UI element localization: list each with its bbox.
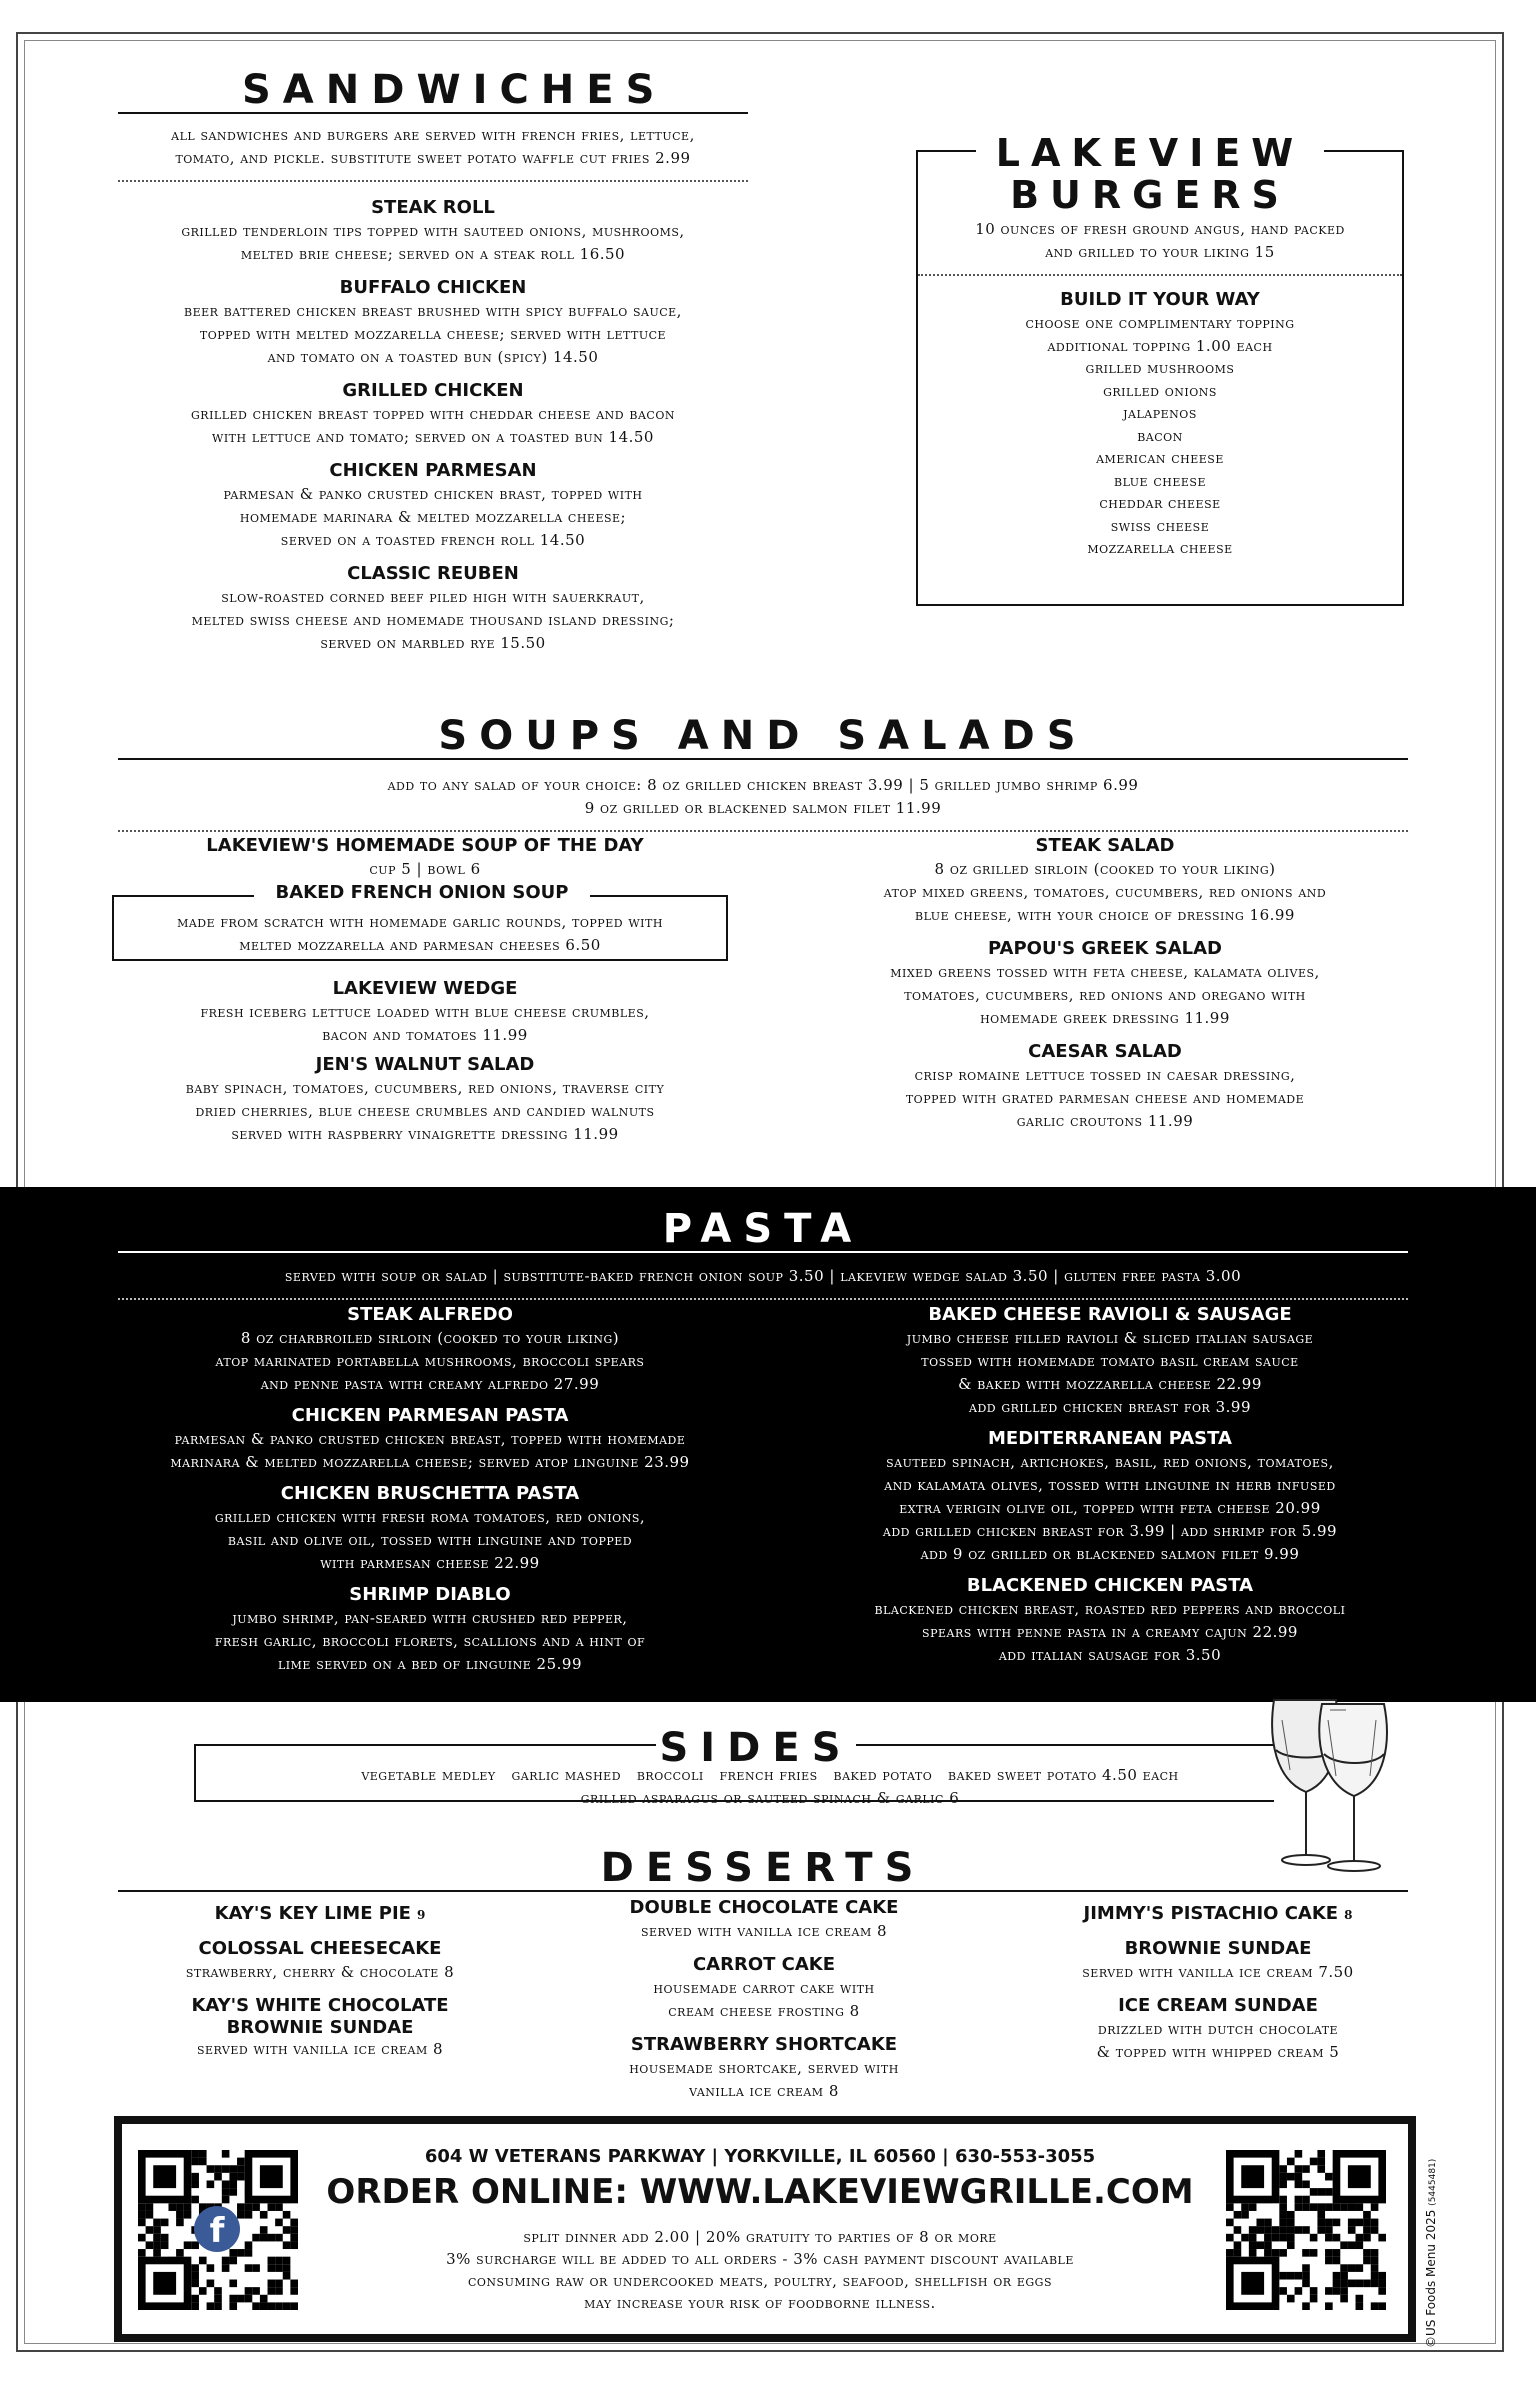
sides-title: SIDES: [659, 1725, 853, 1771]
item-desc: slow-roasted corned beef piled high with sauerkraut,: [221, 588, 645, 606]
burger-topping: bacon: [1137, 426, 1183, 445]
pasta-section: [0, 1187, 1536, 1702]
item-desc: parmesan & panko crusted chicken breast, topped with homemade: [174, 1430, 686, 1448]
item-desc: basil and olive oil, tossed with linguine and topped: [227, 1531, 633, 1549]
item-desc: melted brie cheese; served on a steak roll 16.50: [240, 245, 626, 263]
item-desc: tossed with homemade tomato basil cream sauce: [921, 1352, 1299, 1370]
dessert-name: [120, 1937, 520, 1961]
item-desc: lime served on a bed of linguine 25.99: [277, 1655, 582, 1673]
sandwiches-list: [118, 196, 748, 655]
item-desc: cup 5 | bowl 6: [369, 860, 481, 878]
item-desc: melted mozzarella and parmesan cheeses 6.50: [239, 936, 601, 954]
sides-title-wrap: [656, 1725, 856, 1771]
dessert-name-text: KAY'S WHITE CHOCOLATE: [191, 1995, 449, 2016]
item-desc: and penne pasta with creamy alfredo 27.99: [260, 1375, 600, 1393]
sides-line-2: grilled asparagus or sauteed spinach & garlic 6: [580, 1789, 960, 1807]
item-desc: extra verigin olive oil, topped with feta cheese 20.99: [899, 1499, 1321, 1517]
burger-toppings-list: [916, 312, 1404, 560]
item-name: BLACKENED CHICKEN PASTA: [966, 1575, 1254, 1596]
sandwiches-title: SANDWICHES: [242, 67, 667, 113]
dessert-name: [1018, 1937, 1418, 1961]
sides-line-1: vegetable medley garlic mashed broccoli french fries baked potato baked sweet potato 4.50 each: [361, 1766, 1179, 1784]
desserts-col-1: [120, 1902, 520, 2061]
item-desc: bacon and tomatoes 11.99: [322, 1026, 528, 1044]
dessert-name: [1018, 1994, 1418, 2018]
item-name: CLASSIC REUBEN: [347, 563, 519, 584]
item-desc: dried cherries, blue cheese crumbles and candied walnuts: [195, 1102, 655, 1120]
wine-glasses-icon: [1266, 1680, 1396, 1876]
burger-topping: additional topping 1.00 each: [1047, 336, 1273, 355]
soups-right: [790, 834, 1420, 1133]
dessert-name-text: BROWNIE SUNDAE: [1124, 1938, 1312, 1959]
item-desc: add 9 oz grilled or blackened salmon filet 9.99: [920, 1545, 1300, 1563]
burgers-title-1: LAKEVIEW: [995, 131, 1305, 175]
copyright: [1424, 2138, 1446, 2348]
item-desc: jumbo cheese filled ravioli & sliced italian sausage: [906, 1329, 1314, 1347]
item-name: PAPOU'S GREEK SALAD: [988, 938, 1222, 959]
item-desc: marinara & melted mozzarella cheese; served atop linguine 23.99: [170, 1453, 690, 1471]
item-desc: served on a toasted french roll 14.50: [280, 531, 586, 549]
burgers-title: [976, 131, 1324, 217]
soups-left: [110, 834, 740, 1146]
sandwiches-section: [118, 67, 748, 655]
item-desc: topped with grated parmesan cheese and homemade: [905, 1089, 1305, 1107]
item-name: STEAK ROLL: [371, 197, 495, 218]
item-desc: add grilled chicken breast for 3.99: [969, 1398, 1251, 1416]
item-desc: grilled chicken with fresh roma tomatoes, red onions,: [214, 1508, 646, 1526]
burger-topping: choose one complimentary topping: [1025, 314, 1295, 332]
burgers-content: [916, 218, 1404, 560]
item-desc: grilled chicken breast topped with cheddar cheese and bacon: [191, 405, 675, 423]
copyright-text: ©US Foods Menu 2025: [1424, 2209, 1438, 2348]
item-name: LAKEVIEW WEDGE: [332, 978, 518, 999]
copyright-code: (5445481): [1428, 2158, 1438, 2206]
item-name: STEAK ALFREDO: [347, 1304, 513, 1325]
dessert-name: [1018, 1902, 1418, 1927]
item-desc: 8 oz charbroiled sirloin (cooked to your liking): [240, 1329, 620, 1347]
item-desc: blue cheese, with your choice of dressing 16.99: [915, 906, 1295, 924]
pasta-title: PASTA: [662, 1206, 864, 1252]
dessert-name-text: JIMMY'S PISTACHIO CAKE: [1083, 1903, 1339, 1924]
burger-topping: swiss cheese: [1110, 516, 1210, 535]
french-onion-box: [112, 882, 728, 961]
item-desc: & baked with mozzarella cheese 22.99: [958, 1375, 1262, 1393]
dessert-price: 9: [416, 1908, 426, 1922]
facebook-icon[interactable]: f: [194, 2206, 240, 2252]
item-desc: baby spinach, tomatoes, cucumbers, red onions, traverse city: [185, 1079, 665, 1097]
item-desc: 8 oz grilled sirloin (cooked to your liking): [934, 860, 1276, 878]
item-desc: fresh garlic, broccoli florets, scallions and a hint of: [214, 1632, 646, 1650]
dessert-name: [120, 1994, 520, 2018]
item-name: CHICKEN PARMESAN: [329, 460, 537, 481]
item-desc: sauteed spinach, artichokes, basil, red onions, tomatoes,: [886, 1453, 1334, 1471]
item-name: STEAK SALAD: [1035, 835, 1175, 856]
pasta-right: [780, 1303, 1440, 1667]
dessert-desc: & topped with whipped cream 5: [1096, 2043, 1340, 2061]
footer-content: [300, 2144, 1220, 2314]
sides-content: [220, 1764, 1320, 1810]
dessert-desc: vanilla ice cream 8: [689, 2082, 839, 2100]
item-desc: made from scratch with homemade garlic rounds, topped with: [177, 913, 663, 931]
item-desc: with lettuce and tomato; served on a toasted bun 14.50: [212, 428, 654, 446]
dessert-desc: housemade shortcake, served with: [629, 2059, 899, 2077]
dessert-name-text: COLOSSAL CHEESECAKE: [198, 1938, 442, 1959]
item-desc: crisp romaine lettuce tossed in caesar dressing,: [914, 1066, 1296, 1084]
burgers-title-2: BURGERS: [1010, 173, 1290, 217]
sandwiches-intro-1: all sandwiches and burgers are served with french fries, lettuce,: [171, 126, 695, 144]
item-desc: garlic croutons 11.99: [1016, 1112, 1194, 1130]
item-desc: blackened chicken breast, roasted red peppers and broccoli: [874, 1600, 1346, 1618]
item-desc: and kalamata olives, tossed with linguine in herb infused: [884, 1476, 1336, 1494]
item-name: CAESAR SALAD: [1028, 1041, 1182, 1062]
order-online-link[interactable]: ORDER ONLINE: WWW.LAKEVIEWGRILLE.COM: [326, 2172, 1194, 2212]
soups-intro-2: 9 oz grilled or blackened salmon filet 11.99: [584, 799, 942, 817]
desserts-col-2: [564, 1896, 964, 2103]
item-name: BUFFALO CHICKEN: [339, 277, 527, 298]
burger-topping: mozzarella cheese: [1087, 539, 1233, 557]
item-desc: jumbo shrimp, pan-seared with crushed red pepper,: [232, 1609, 628, 1627]
burger-topping: blue cheese: [1114, 471, 1206, 490]
burger-topping: american cheese: [1096, 449, 1224, 467]
pasta-left: [100, 1303, 760, 1676]
item-desc: fresh iceberg lettuce loaded with blue cheese crumbles,: [200, 1003, 650, 1021]
dessert-name: [120, 1902, 520, 1927]
item-desc: atop marinated portabella mushrooms, broccoli spears: [215, 1352, 645, 1370]
item-desc: and tomato on a toasted bun (spicy) 14.50: [267, 348, 599, 366]
dessert-desc: housemade carrot cake with: [653, 1979, 875, 1997]
item-desc: with parmesan cheese 22.99: [320, 1554, 540, 1572]
item-desc: melted swiss cheese and homemade thousand island dressing;: [191, 611, 675, 629]
item-name: BAKED FRENCH ONION SOUP: [254, 881, 590, 905]
soups-intro-1: add to any salad of your choice: 8 oz grilled chicken breast 3.99 | 5 grilled jumbo shrimp 6.99: [387, 776, 1139, 794]
burgers-intro-2: and grilled to your liking 15: [1045, 243, 1275, 261]
item-desc: parmesan & panko crusted chicken brast, topped with: [223, 485, 643, 503]
desserts-section: [118, 1845, 1408, 1892]
item-desc: homemade marinara & melted mozzarella cheese;: [239, 508, 627, 526]
item-desc: served with raspberry vinaigrette dressing 11.99: [231, 1125, 619, 1143]
dessert-name-text: KAY'S KEY LIME PIE: [214, 1903, 411, 1924]
desserts-title: DESSERTS: [600, 1845, 926, 1891]
build-it-title: BUILD IT YOUR WAY: [1060, 289, 1260, 310]
item-desc: grilled tenderloin tips topped with sauteed onions, mushrooms,: [181, 222, 685, 240]
dessert-name: [564, 1953, 964, 1977]
item-name: CHICKEN BRUSCHETTA PASTA: [280, 1483, 580, 1504]
item-name: JEN'S WALNUT SALAD: [315, 1054, 535, 1075]
dessert-desc: strawberry, cherry & chocolate 8: [185, 1963, 455, 1981]
dessert-desc: served with vanilla ice cream 8: [196, 2040, 444, 2058]
footer-note: consuming raw or undercooked meats, poultry, seafood, shellfish or eggs: [468, 2272, 1052, 2290]
item-desc: mixed greens tossed with feta cheese, kalamata olives,: [890, 963, 1320, 981]
burger-topping: grilled mushrooms: [1085, 359, 1235, 377]
item-desc: add grilled chicken breast for 3.99 | add shrimp for 5.99: [882, 1522, 1338, 1540]
soups-section: [118, 713, 1408, 832]
item-name: MEDITERRANEAN PASTA: [988, 1428, 1232, 1449]
item-name: GRILLED CHICKEN: [342, 380, 524, 401]
sandwiches-intro-2: tomato, and pickle. substitute sweet potato waffle cut fries 2.99: [175, 149, 691, 167]
footer-address: 604 W VETERANS PARKWAY | YORKVILLE, IL 60560 | 630-553-3055: [424, 2146, 1096, 2167]
pasta-intro: served with soup or salad | substitute-baked french onion soup 3.50 | lakeview wedge salad 3.50 | gluten free pasta 3.00: [284, 1267, 1242, 1285]
footer-notes: [300, 2226, 1220, 2314]
dessert-name: [564, 1896, 964, 1920]
burger-topping: jalapenos: [1123, 404, 1197, 422]
footer-note: 3% surcharge will be added to all orders - 3% cash payment discount available: [446, 2250, 1074, 2268]
dessert-name: [564, 2033, 964, 2057]
item-desc: homemade greek dressing 11.99: [980, 1009, 1230, 1027]
item-name: LAKEVIEW'S HOMEMADE SOUP OF THE DAY: [206, 835, 644, 856]
burger-topping: grilled onions: [1103, 381, 1217, 400]
item-name: SHRIMP DIABLO: [349, 1584, 511, 1605]
item-desc: tomatoes, cucumbers, red onions and oregano with: [904, 986, 1306, 1004]
item-desc: served on marbled rye 15.50: [320, 634, 546, 652]
dessert-name-text: DOUBLE CHOCOLATE CAKE: [629, 1897, 899, 1918]
item-name: BAKED CHEESE RAVIOLI & SAUSAGE: [928, 1304, 1292, 1325]
footer-note: may increase your risk of foodborne illness.: [584, 2294, 936, 2312]
item-desc: topped with melted mozzarella cheese; served with lettuce: [199, 325, 667, 343]
dessert-desc: cream cheese frosting 8: [668, 2002, 860, 2020]
dessert-name-text: STRAWBERRY SHORTCAKE: [630, 2034, 898, 2055]
dessert-name-text: CARROT CAKE: [692, 1954, 836, 1975]
dessert-price: 8: [1344, 1908, 1353, 1922]
desserts-col-3: [1018, 1902, 1418, 2064]
item-desc: atop mixed greens, tomatoes, cucumbers, red onions and: [883, 883, 1327, 901]
dessert-name-text: ICE CREAM SUNDAE: [1118, 1995, 1318, 2016]
dessert-desc: drizzled with dutch chocolate: [1097, 2020, 1339, 2038]
item-name: CHICKEN PARMESAN PASTA: [291, 1405, 569, 1426]
burgers-intro-1: 10 ounces of fresh ground angus, hand packed: [975, 220, 1345, 238]
item-desc: spears with penne pasta in a creamy cajun 22.99: [922, 1623, 1298, 1641]
footer-note: split dinner add 2.00 | 20% gratuity to parties of 8 or more: [523, 2228, 997, 2246]
soups-title: SOUPS AND SALADS: [438, 713, 1088, 759]
dessert-desc: served with vanilla ice cream 8: [640, 1922, 888, 1940]
qr-code-icon[interactable]: [1226, 2150, 1386, 2310]
item-desc: beer battered chicken breast brushed with spicy buffalo sauce,: [184, 302, 682, 320]
dessert-desc: served with vanilla ice cream 7.50: [1082, 1963, 1354, 1981]
item-desc: add italian sausage for 3.50: [998, 1646, 1222, 1664]
burger-topping: cheddar cheese: [1099, 494, 1221, 512]
dessert-name: BROWNIE SUNDAE: [226, 2017, 414, 2038]
